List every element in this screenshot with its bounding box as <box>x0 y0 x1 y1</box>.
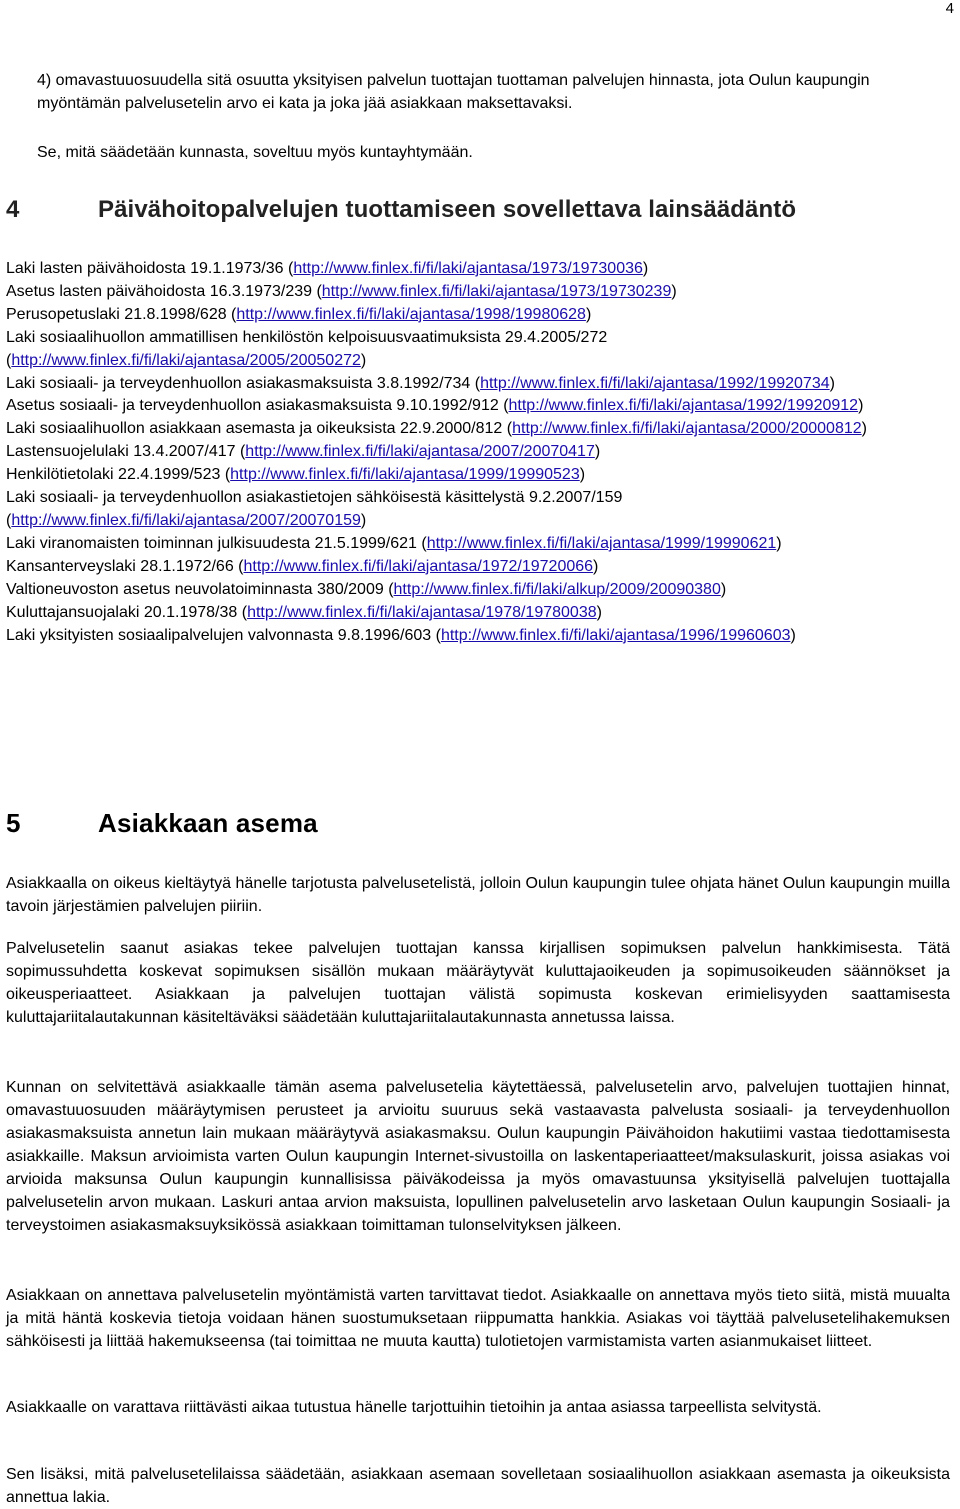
law-closing-paren: ) <box>360 511 367 529</box>
law-title: Laki sosiaalihuollon ammatillisen henkilöstön kelpoisuusvaatimuksista 29.4.2005/272 ( <box>6 328 608 369</box>
law-item <box>6 556 950 579</box>
finlex-link[interactable]: http://www.finlex.fi/fi/laki/ajantasa/1992/19920734 <box>480 374 830 392</box>
law-item <box>6 441 950 464</box>
law-title: Kansanterveyslaki 28.1.1972/66 ( <box>6 557 244 575</box>
intro-note: Se, mitä säädetään kunnasta, soveltuu myös kuntayhtymään. <box>37 144 473 161</box>
law-title: Asetus lasten päivähoidosta 16.3.1973/239 ( <box>6 282 322 300</box>
law-list <box>6 258 950 647</box>
law-item <box>6 373 950 396</box>
finlex-link[interactable]: http://www.finlex.fi/fi/laki/ajantasa/1999/19990523 <box>230 466 580 484</box>
finlex-link[interactable]: http://www.finlex.fi/fi/laki/ajantasa/2007/20070159 <box>11 511 361 529</box>
page-number: 4 <box>945 0 954 17</box>
law-closing-paren: ) <box>861 420 867 438</box>
paragraph-information: Kunnan on selvitettävä asiakkaalle tämän asema palvelusetelia käytettäessä, palvelusetelin arvo, palvelujen tuottajien hinnat, omavastuuosuuden määräytymisen perusteet ja arvioitu suuruus sekä vastaavasta palvelusta sosiaali- ja terveydenhuollon asiakasmaksuista annetun lain mukaan määräytyvä asiakasmaksu. Oulun kaupungin Päivähoidon hakutiimi vastaa tiedottamisesta asiakkaille. Maksun arvioimista varten Oulun kaupungin Internet-sivustoilla on laskentaperiaatteet/maksulaskurit, joissa asiakas voi arvioida maksunsa Oulun kaupungin kunnallisissa päiväkodeissa ja myös omavastuunsa yksityisellä palvelujen tuottajalla palvelusetelin arvon mukaan. Laskuri antaa arvion maksuista, lopullinen palvelusetelin arvo lasketaan Oulun kaupungin Sosiaali- ja terveystoimen asiakasmaksuyksikössä asiakkaan toimittaman tulonselvityksen jälkeen. <box>6 1079 950 1234</box>
paragraph-rights: Sen lisäksi, mitä palvelusetelilaissa säädetään, asiakkaan asemaan sovelletaan sosiaalihuollon asiakkaan asemasta ja oikeuksista annettua lakia. <box>6 1466 950 1506</box>
section-5-heading <box>6 808 318 839</box>
law-item <box>6 327 950 373</box>
paragraph-time: Asiakkaalle on varattava riittävästi aikaa tutustua hänelle tarjottuihin tietoihin ja antaa asiassa tarpeellista selvitystä. <box>6 1399 822 1416</box>
law-closing-paren: ) <box>790 626 796 644</box>
finlex-link[interactable]: http://www.finlex.fi/fi/laki/ajantasa/1973/19730239 <box>321 282 672 300</box>
law-closing-paren: ) <box>776 534 782 552</box>
law-title: Laki sosiaali- ja terveydenhuollon asiakasmaksuista 3.8.1992/734 ( <box>6 374 481 392</box>
law-closing-paren: ) <box>720 580 727 598</box>
finlex-link[interactable]: http://www.finlex.fi/fi/laki/ajantasa/2007/20070417 <box>245 443 595 461</box>
law-closing-paren: ) <box>858 397 864 415</box>
law-closing-paren: ) <box>594 443 601 461</box>
law-item <box>6 395 950 418</box>
paragraph-application: Asiakkaan on annettava palvelusetelin myöntämistä varten tarvittavat tiedot. Asiakkaalle on annettava myös tieto siitä, mistä muualta ja mitä häntä koskevia tietoja voidaan hänen suostumuksetaan riippumatta hankkia. Asiakas voi täyttää palvelusetelihakemuksen sähköisesti ja liittää hakemukseensa (tai toimittaa ne muuta kautta) tulotietojen varmistamista varten asianmukaiset liitteet. <box>6 1287 950 1350</box>
law-item <box>6 258 950 281</box>
finlex-link[interactable]: http://www.finlex.fi/fi/laki/ajantasa/1999/19990621 <box>426 534 777 552</box>
finlex-link[interactable]: http://www.finlex.fi/fi/laki/ajantasa/1996/19960603 <box>440 626 791 644</box>
law-title: Perusopetuslaki 21.8.1998/628 ( <box>6 305 237 323</box>
law-closing-paren: ) <box>593 557 599 575</box>
intro-item-4: 4) omavastuuosuudella sitä osuutta yksityisen palvelun tuottajan tuottaman palvelujen hinnasta, jota Oulun kaupungin myöntämän palvelusetelin arvo ei kata ja joka jää asiakkaan maksettavaksi. <box>37 72 870 112</box>
law-closing-paren: ) <box>671 282 677 300</box>
paragraph-contract: Palvelusetelin saanut asiakas tekee palvelujen tuottajan kanssa kirjallisen sopimuksen palvelun hankkimisesta. Tätä sopimussuhdetta koskevat sopimuksen sisällön mukaan määräytyvät kuluttajaoikeuden ja sopimusoikeuden säännökset ja oikeusperiaatteet. Asiakkaan ja palvelujen tuottajan välistä sopimusta koskevan erimielisyyden saattamisesta kuluttajariitalautakunnan käsiteltäväksi säädetään kuluttajariitalautakunnasta annetussa laissa. <box>6 940 950 1026</box>
paragraph-refusal: Asiakkaalla on oikeus kieltäytyä hänelle tarjotusta palvelusetelistä, jolloin Oulun kaupungin tulee ohjata hänet Oulun kaupungin muilla tavoin järjestämien palvelujen piiriin. <box>6 875 950 915</box>
law-item <box>6 625 950 648</box>
law-title: Laki sosiaali- ja terveydenhuollon asiakastietojen sähköisestä käsittelystä 9.2.2007/159 ( <box>6 489 623 529</box>
law-title: Henkilötietolaki 22.4.1999/523 ( <box>6 466 231 484</box>
section-5-number: 5 <box>6 808 21 838</box>
law-closing-paren: ) <box>596 603 602 621</box>
finlex-link[interactable]: http://www.finlex.fi/fi/laki/ajantasa/1992/19920912 <box>508 397 859 415</box>
finlex-link[interactable]: http://www.finlex.fi/fi/laki/ajantasa/2000/20000812 <box>512 420 862 438</box>
section-4-title: Päivähoitopalvelujen tuottamiseen sovellettava lainsäädäntö <box>98 196 797 223</box>
law-item <box>6 464 950 487</box>
law-title: Laki sosiaalihuollon asiakkaan asemasta ja oikeuksista 22.9.2000/812 ( <box>6 420 513 438</box>
law-item <box>6 418 950 441</box>
law-title: Laki lasten päivähoidosta 19.1.1973/36 ( <box>6 260 294 277</box>
law-title: Asetus sosiaali- ja terveydenhuollon asiakasmaksuista 9.10.1992/912 ( <box>6 397 509 415</box>
finlex-link[interactable]: http://www.finlex.fi/fi/laki/ajantasa/1978/19780038 <box>247 603 597 621</box>
section-4-number: 4 <box>6 196 20 223</box>
law-closing-paren: ) <box>642 260 649 277</box>
section-5-title: Asiakkaan asema <box>98 808 318 838</box>
law-item <box>6 281 950 304</box>
law-closing-paren: ) <box>360 351 367 369</box>
law-closing-paren: ) <box>579 466 586 484</box>
law-item <box>6 602 950 625</box>
section-4-heading <box>6 196 796 224</box>
law-title: Kuluttajansuojalaki 20.1.1978/38 ( <box>6 603 248 621</box>
law-item <box>6 579 950 602</box>
finlex-link[interactable]: http://www.finlex.fi/fi/laki/ajantasa/1998/19980628 <box>236 305 586 323</box>
finlex-link[interactable]: http://www.finlex.fi/fi/laki/alkup/2009/20090380 <box>393 580 721 598</box>
law-item <box>6 304 950 327</box>
law-closing-paren: ) <box>829 374 835 392</box>
law-item <box>6 487 950 533</box>
law-item <box>6 533 950 556</box>
finlex-link[interactable]: http://www.finlex.fi/fi/laki/ajantasa/2005/20050272 <box>11 351 361 369</box>
finlex-link[interactable]: http://www.finlex.fi/fi/laki/ajantasa/1972/19720066 <box>243 557 594 575</box>
law-closing-paren: ) <box>585 305 592 323</box>
law-title: Lastensuojelulaki 13.4.2007/417 ( <box>6 443 246 461</box>
law-title: Valtioneuvoston asetus neuvolatoiminnasta 380/2009 ( <box>6 580 394 598</box>
finlex-link[interactable]: http://www.finlex.fi/fi/laki/ajantasa/1973/19730036 <box>293 260 643 277</box>
law-title: Laki yksityisten sosiaalipalvelujen valvonnasta 9.8.1996/603 ( <box>6 626 441 644</box>
law-title: Laki viranomaisten toiminnan julkisuudesta 21.5.1999/621 ( <box>6 534 427 552</box>
